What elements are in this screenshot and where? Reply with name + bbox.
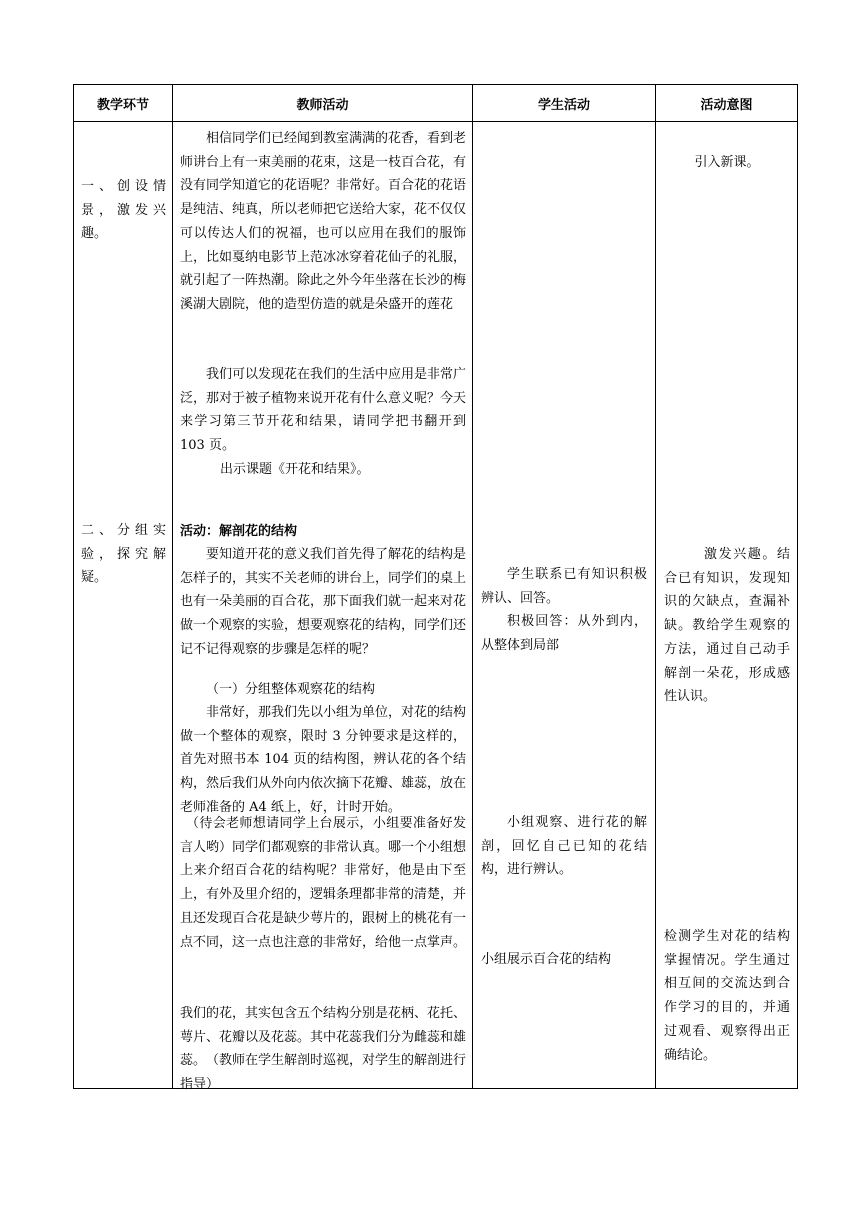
teacher-summary-paragraph: 我们的花，其实包含五个结构分别是花柄、花托、萼片、花瓣以及花蕊。其中花蕊我们分为雌蕊和雄蕊。 (180, 1006, 467, 1069)
header-row (74, 85, 798, 122)
intent-3: 检测学生对花的结构掌握情况。学生通过相互间的交流达到合作学习的目的，并通过观看、观察得出正确结论。 (664, 929, 790, 1063)
intent-cell (656, 122, 798, 1089)
teacher-intro-paragraph: 相信同学们已经闻到教室满满的花香，看到老师讲台上有一束美丽的花束，这是一枝百合花，有没有同学知道它的花语呢？非常好。百合花的花语是纯洁、纯真，所以老师把它送给大家，花不仅仅可以传达人们的祝福，也可以应用在我们的服饰上，比如戛纳电影节上范冰冰穿着花仙子的礼服，就引起了一阵热潮。除此之外今年坐落在长沙的梅溪湖大剧院，他的造型仿造的就是朵盛开的莲花 (180, 131, 467, 312)
teacher-guidance-paragraph: （教师在学生解剖时巡视，对学生的解剖进行指导） (180, 1053, 467, 1092)
student-activity-2: 积极回答：从外到内，从整体到局部 (481, 614, 647, 653)
stage-2: 二、分组实验，探究解疑。 (81, 523, 166, 586)
student-activity-1: 学生联系已有知识积极辨认、回答。 (481, 567, 647, 606)
teacher-topic-line: 出示课题《开花和结果》。 (220, 462, 370, 477)
activity-title: 活动：解剖花的结构 (180, 524, 298, 539)
student-activity-3: 小组观察、进行花的解剖，回忆自己已知的花结构，进行辨认。 (481, 815, 647, 878)
student-activity-4: 小组展示百合花的结构 (481, 952, 612, 967)
stage-cell (74, 122, 173, 1089)
lesson-plan-table (73, 84, 798, 1092)
header-student-activity: 学生活动 (473, 85, 656, 122)
header-teacher-activity: 教师活动 (173, 85, 473, 122)
teacher-dissect-paragraph: 要知道开花的意义我们首先得了解花的结构是怎样子的，其实不关老师的讲台上，同学们的桌上也有一朵美丽的百合花，那下面我们就一起来对花做一个观察的实验，想要观察花的结构，同学们还记不记得观察的步骤是怎样的呢？ (180, 547, 467, 657)
teacher-presentation-paragraph: （待会老师想请同学上台展示，小组要准备好发言人哟）同学们都观察的非常认真。哪一个小组想上来介绍百合花的结构呢？非常好，他是由下至上，有外及里介绍的，逻辑条理都非常的清楚，并且还发现百合花是缺少萼片的，跟树上的桃花有一点不同，这一点也注意的非常好，给他一点掌声。 (180, 816, 467, 950)
intent-1: 引入新课。 (694, 155, 760, 170)
content-row (74, 122, 798, 1089)
header-stage: 教学环节 (74, 85, 173, 122)
student-cell (473, 122, 656, 1089)
teacher-meaning-paragraph: 我们可以发现花在我们的生活中应用是非常广泛，那对于被子植物来说开花有什么意义呢？今天来学习第三节开花和结果，请同学把书翻开到 103 页。 (180, 367, 467, 454)
teacher-cell (173, 122, 473, 1092)
section-heading: （一）分组整体观察花的结构 (206, 682, 376, 697)
stage-1: 一、创设情景，激发兴趣。 (81, 179, 166, 242)
intent-2: 激发兴趣。结合已有知识，发现知识的欠缺点，查漏补缺。教给学生观察的方法，通过自己动手解剖一朵花，形成感性认识。 (664, 547, 790, 705)
teacher-group-paragraph: 非常好，那我们先以小组为单位，对花的结构做一个整体的观察，限时 3 分钟要求是这样的，首先对照书本 104 页的结构图，辨认花的各个结构，然后我们从外向内依次摘下花瓣、雄蕊，放在老师准备的 A4 纸上，好，计时开始。 (180, 705, 467, 815)
header-intent: 活动意图 (656, 85, 798, 122)
